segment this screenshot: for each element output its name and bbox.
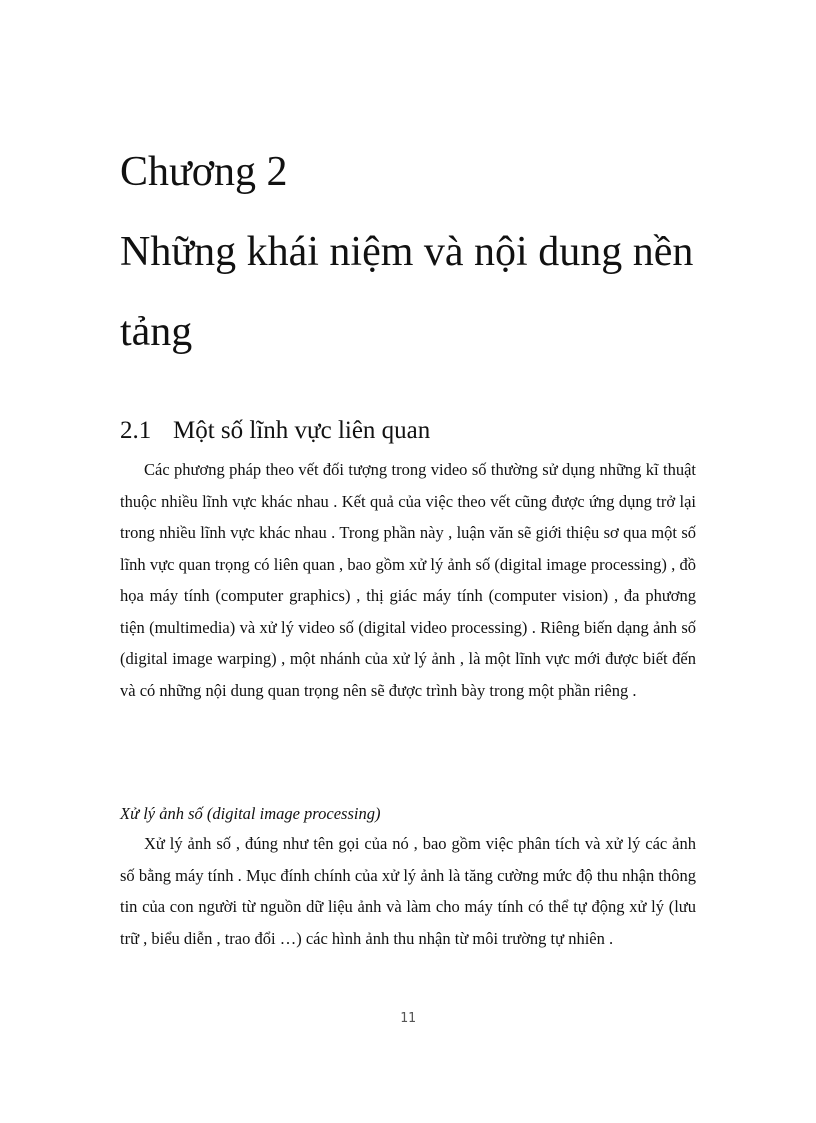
intro-paragraph: Các phương pháp theo vết đối tượng trong video số thường sử dụng những kĩ thuật thuộc nhiều lĩnh vực khác nhau . Kết quả của việc theo vết cũng được ứng dụng trở lại trong nhiều lĩnh vực khác nhau . Trong phần này , luận văn sẽ giới thiệu sơ qua một số lĩnh vực quan trọng có liên quan , bao gồm xử lý ảnh số (digital image processing) , đồ họa máy tính (computer graphics) , thị giác máy tính (computer vision) , đa phương tiện (multimedia) và xử lý video số (digital video processing) . Riêng biến dạng ảnh số (digital image warping) , một nhánh của xử lý ảnh , là một lĩnh vực mới được biết đến và có những nội dung quan trọng nên sẽ được trình bày trong một phần riêng . <box>120 460 696 700</box>
section-number: 2.1 <box>120 417 152 444</box>
chapter-title: Những khái niệm và nội dung nền tảng <box>120 229 694 355</box>
page-number: 11 <box>400 1011 416 1026</box>
subsection-heading: Xử lý ảnh số (digital image processing) <box>120 804 381 823</box>
section-heading <box>120 413 700 449</box>
chapter-label: Chương 2 <box>120 149 288 195</box>
section-title: Một số lĩnh vực liên quan <box>173 417 431 444</box>
image-processing-paragraph: Xử lý ảnh số , đúng như tên gọi của nó , bao gồm việc phân tích và xử lý các ảnh số bằng máy tính . Mục đính chính của xử lý ảnh là tăng cường mức độ thu nhận thông tin của con người từ nguồn dữ liệu ảnh và làm cho máy tính có thể tự động xử lý (lưu trữ , biểu diễn , trao đổi …) các hình ảnh thu nhận từ môi trường tự nhiên . <box>120 834 696 948</box>
